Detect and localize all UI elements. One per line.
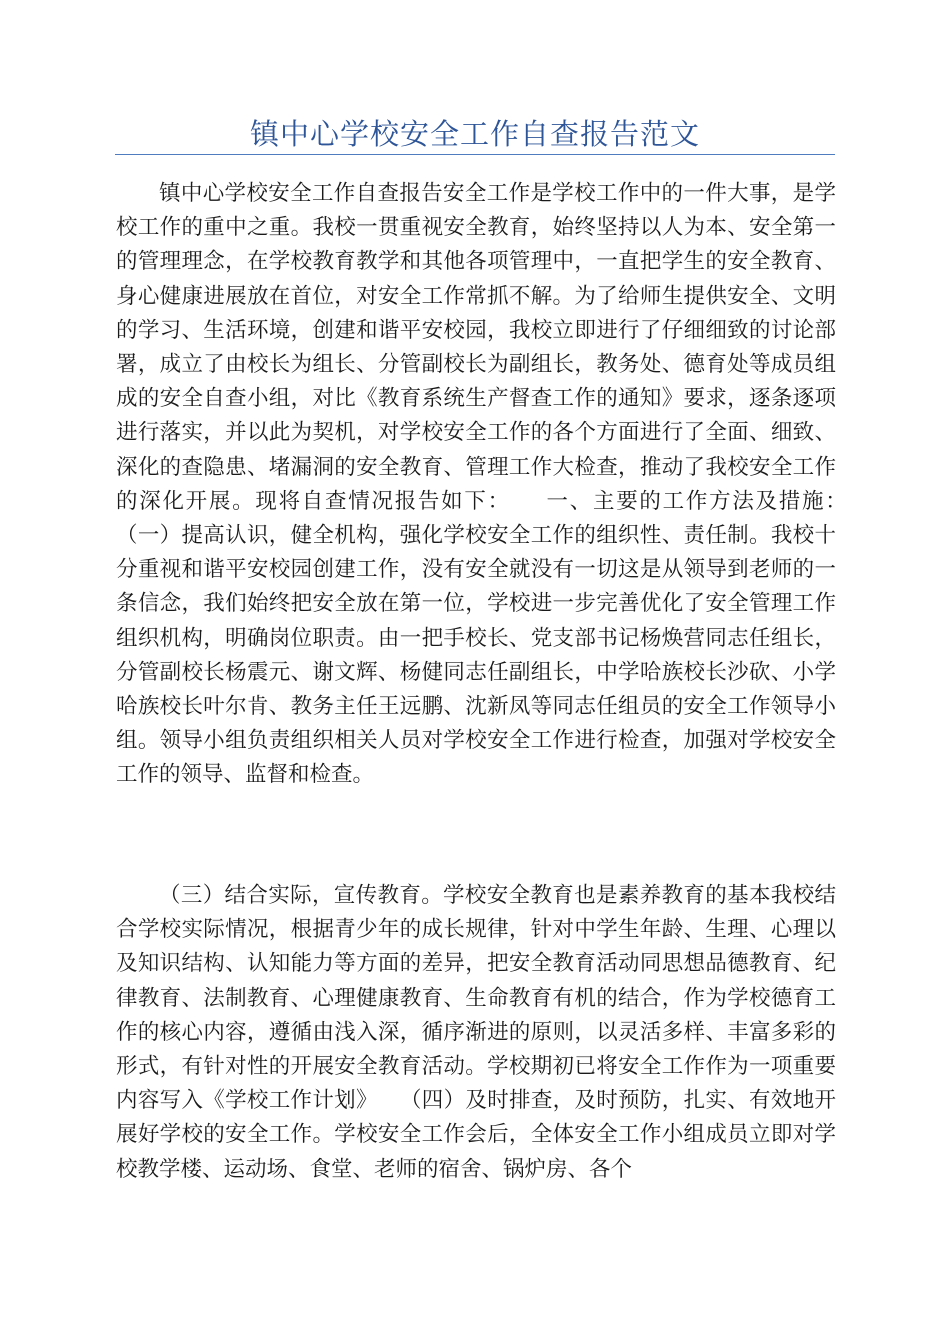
- body-paragraph-2: （三）结合实际，宣传教育。学校安全教育也是素养教育的基本我校结合学校实际情况，根据青少年的成长规律，针对中学生年龄、生理、心理以及知识结构、认知能力等方面的差异，把安全教育活动同思想品德教育、纪律教育、法制教育、心理健康教育、生命教育有机的结合，作为学校德育工作的核心内容，遵循由浅入深，循序渐进的原则，以灵活多样、丰富多彩的形式，有针对性的开展安全教育活动。学校期初已将安全工作作为一项重要内容写入《学校工作计划》 （四）及时排查，及时预防，扎实、有效地开展好学校的安全工作。学校安全工作会后，全体安全工作小组成员立即对学校教学楼、运动场、食堂、老师的宿舍、锅炉房、各个: [116, 883, 836, 1182]
- body-paragraph-1: 镇中心学校安全工作自查报告安全工作是学校工作中的一件大事，是学校工作的重中之重。我校一贯重视安全教育，始终坚持以人为本、安全第一的管理理念，在学校教育教学和其他各项管理中，一直把学生的安全教育、身心健康进展放在首位，对安全工作常抓不解。为了给师生提供安全、文明的学习、生活环境，创建和谐平安校园，我校立即进行了仔细细致的讨论部署，成立了由校长为组长、分管副校长为副组长，教务处、德育处等成员组成的安全自查小组，对比《教育系统生产督查工作的通知》要求，逐条逐项进行落实，并以此为契机，对学校安全工作的各个方面进行了全面、细致、深化的查隐患、堵漏洞的安全教育、管理工作大检查，推动了我校安全工作的深化开展。现将自查情况报告如下： 一、主要的工作方法及措施： （一）提高认识，健全机构，强化学校安全工作的组织性、责任制。我校十分重视和谐平安校园创建工作，没有安全就没有一切这是从领导到老师的一条信念，我们始终把安全放在第一位，学校进一步完善优化了安全管理工作组织机构，明确岗位职责。由一把手校长、党支部书记杨焕营同志任组长，分管副校长杨震元、谢文辉、杨健同志任副组长，中学哈族校长沙砍、小学哈族校长叶尔肯、教务主任王远鹏、沈新凤等同志任组员的安全工作领导小组。领导小组负责组织相关人员对学校安全工作进行检查，加强对学校安全工作的领导、监督和检查。: [116, 181, 880, 788]
- title-underline: [115, 154, 835, 155]
- document-title: 镇中心学校安全工作自查报告范文: [249, 117, 700, 151]
